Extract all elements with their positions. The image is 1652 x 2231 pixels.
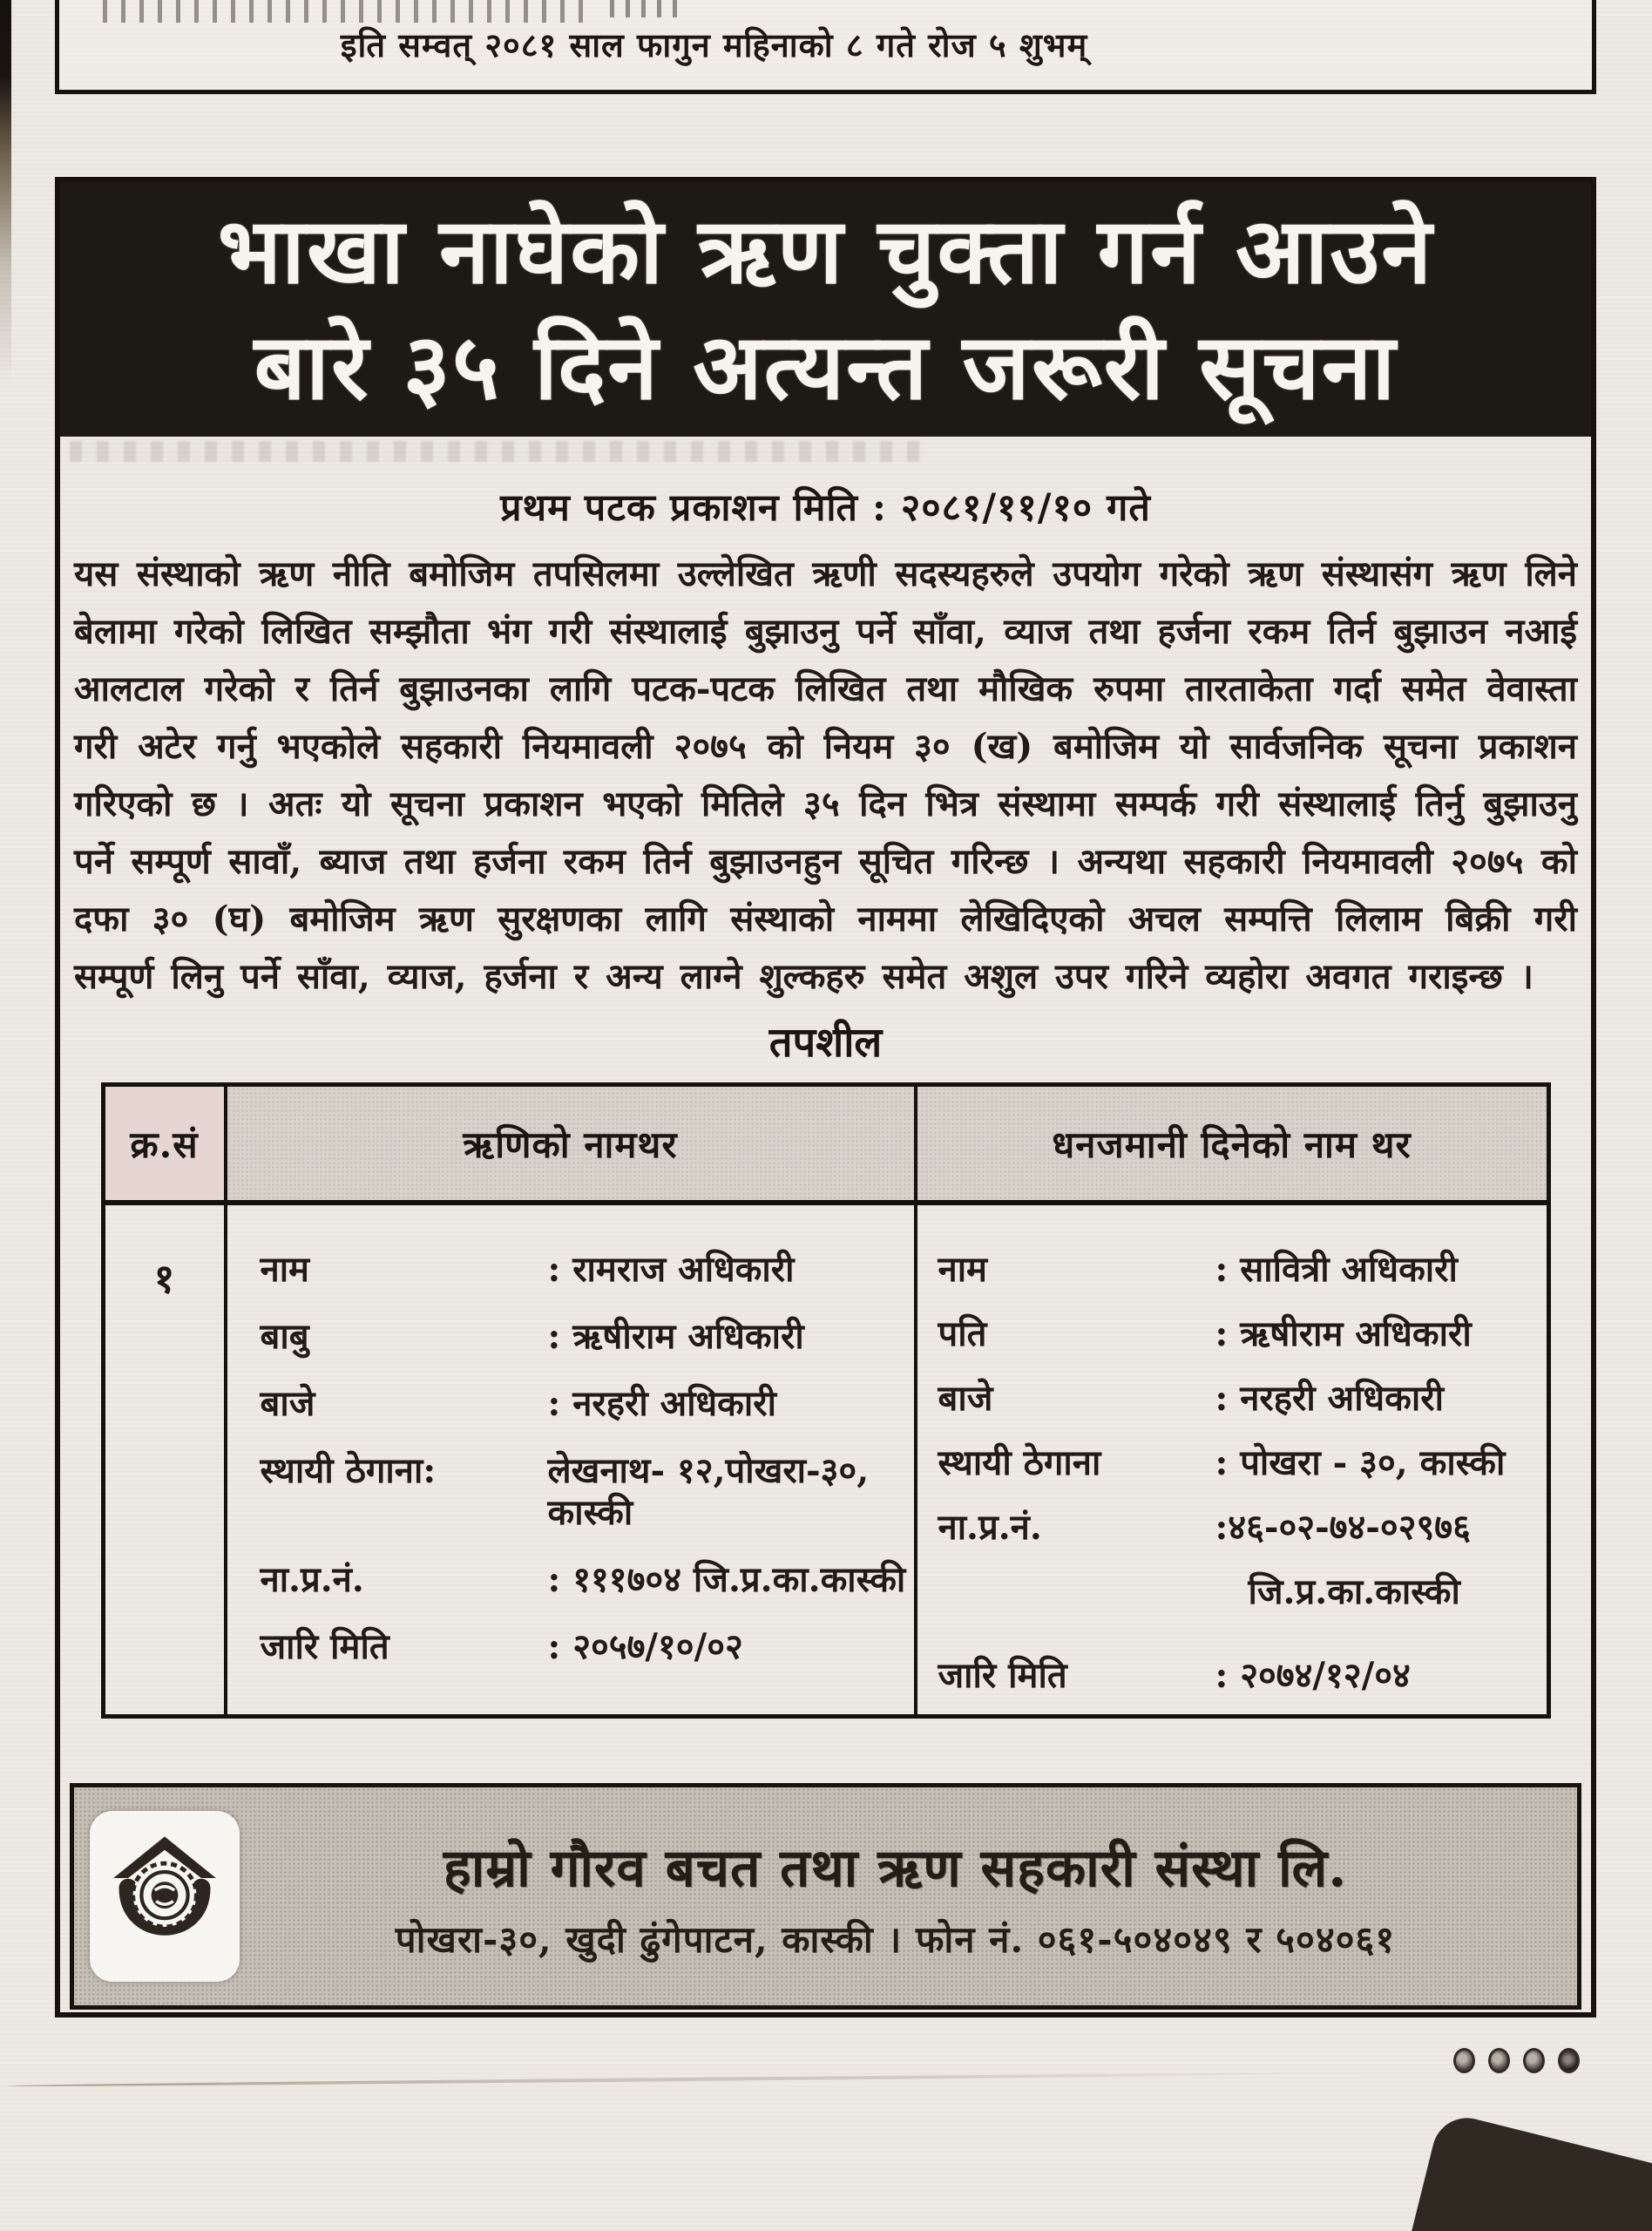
detail-row-citizenship-number — [261, 1559, 907, 1601]
details-heading: तपशील — [768, 1019, 883, 1067]
organization-logo — [90, 1811, 240, 1982]
detail-row-father — [261, 1316, 907, 1358]
print-dot — [1523, 2048, 1545, 2073]
detail-row-permanent-address — [261, 1450, 907, 1534]
field-label: जारि मिति — [260, 1626, 389, 1667]
table-header-serial-number: क्र.सं — [105, 1087, 227, 1200]
organization-name: हाम्रो गौरव बचत तथा ऋण सहकारी संस्था लि. — [443, 1837, 1348, 1899]
field-label: बाजे — [260, 1383, 315, 1424]
field-value: लेखनाथ- १२,पोखरा-३०, कास्की — [547, 1450, 870, 1533]
serial-number-cell: १ — [105, 1205, 227, 1714]
debtor-details-table — [101, 1082, 1551, 1719]
organization-footer — [70, 1783, 1581, 2010]
field-label: स्थायी ठेगाना: — [260, 1450, 437, 1491]
field-value: :४६-०२-७४-०२९७६ — [1215, 1507, 1471, 1548]
field-value: : ऋषीराम अधिकारी — [547, 1316, 804, 1357]
guarantor-details-cell — [917, 1205, 1547, 1714]
notice-box — [55, 177, 1596, 2017]
field-value: : सावित्री अधिकारी — [1215, 1249, 1458, 1290]
detail-row-permanent-address — [938, 1442, 1540, 1484]
field-value: जि.प्र.का.कास्की — [1248, 1571, 1460, 1612]
print-dot — [1488, 2048, 1510, 2073]
field-label: बाबु — [260, 1316, 309, 1357]
field-value: : नरहरी अधिकारी — [547, 1383, 776, 1424]
notice-title-line-1: भाखा नाघेको ऋण चुक्ता गर्न आउने — [217, 198, 1434, 305]
organization-text — [240, 1830, 1577, 1963]
table-header-borrower-name: ऋणिको नामथर — [227, 1087, 917, 1200]
detail-row-issue-date — [938, 1655, 1540, 1697]
organization-address-phone: पोखरा-३०, खुदी ढुंगेपाटन, कास्की । फोन नं. ०६१-५०४०४९ र ५०४०६१ — [395, 1917, 1396, 1961]
field-value: : ऋषीराम अधिकारी — [1215, 1313, 1472, 1354]
scan-crease-line — [7, 2071, 1371, 2087]
table-row — [105, 1205, 1547, 1714]
field-label: ना.प्र.नं. — [938, 1507, 1042, 1548]
field-value: : २०७४/१२/०४ — [1215, 1655, 1411, 1696]
detail-row-citizenship-number — [938, 1507, 1540, 1549]
notice-title-banner — [60, 182, 1591, 437]
house-savings-logo-icon — [104, 1827, 226, 1966]
detail-row-husband — [938, 1313, 1540, 1355]
detail-row-citizenship-office — [938, 1571, 1540, 1613]
field-value: : रामराज अधिकारी — [547, 1249, 795, 1290]
field-label: ना.प्र.नं. — [260, 1559, 364, 1600]
borrower-details-cell — [227, 1205, 917, 1714]
detail-row-name — [261, 1249, 907, 1291]
field-label — [938, 1571, 1215, 1613]
detail-row-grandfather — [261, 1383, 907, 1425]
field-value: : पोखरा - ३०, कास्की — [1215, 1442, 1506, 1483]
print-dot — [1558, 2048, 1580, 2073]
notice-title-line-2: बारे ३५ दिने अत्यन्त जरूरी सूचना — [254, 314, 1398, 420]
field-label: जारि मिति — [938, 1655, 1067, 1696]
table-header-row — [105, 1087, 1547, 1205]
field-label: बाजे — [938, 1378, 993, 1419]
field-label: पति — [938, 1313, 987, 1354]
field-value: : नरहरी अधिकारी — [1215, 1378, 1444, 1419]
field-label: नाम — [260, 1249, 309, 1290]
field-value: : १११७०४ जि.प्र.का.कास्की — [547, 1559, 906, 1600]
field-label: स्थायी ठेगाना — [938, 1442, 1101, 1483]
notice-body-paragraph: यस संस्थाको ऋण नीति बमोजिम तपसिलमा उल्लेखित ऋणी सदस्यहरुले उपयोग गरेको ऋण संस्थासंग ऋण लिने बेलामा गरेको लिखित सम्झौता भंग गरी संस्थालाई बुझाउनु पर्ने साँवा, व्याज तथा हर्जना रकम तिर्न बुझाउन नआई आलटाल गरेको र तिर्न बुझाउनका लागि पटक-पटक लिखित तथा मौखिक रुपमा तारताकेता गर्दा समेत वेवास्ता गरी अटेर गर्नु भएकोले सहकारी नियमावली २०७५ को नियम ३० (ख) बमोजिम यो सार्वजनिक सूचना प्रकाशन गरिएको छ । अतः यो सूचना प्रकाशन भएको मितिले ३५ दिन भित्र संस्थामा सम्पर्क गरी संस्थालाई तिर्नु बुझाउनु पर्ने सम्पूर्ण सावाँ, ब्याज तथा हर्जना रकम तिर्न बुझाउनहुन सूचित गरिन्छ । अन्यथा सहकारी नियमावली २०७५ को दफा ३० (घ) बमोजिम ऋण सुरक्षणका लागि संस्थाको नाममा लेखिदिएको अचल सम्पत्ति लिलाम बिक्री गरी सम्पूर्ण लिनु पर्ने साँवा, व्याज, हर्जना र अन्य लाग्ने शुल्कहरु समेत अशुल उपर गरिने व्यहोरा अवगत गराइन्छ । — [74, 553, 1577, 997]
field-label: नाम — [938, 1249, 987, 1290]
detail-row-name — [938, 1249, 1540, 1291]
print-dot — [1453, 2048, 1475, 2073]
table-header-guarantor-name: धनजमानी दिनेको नाम थर — [1052, 1122, 1412, 1166]
issue-date-line: इति सम्वत् २०८१ साल फागुन महिनाको ८ गते रोज ५ शुभम् — [340, 25, 1088, 64]
issue-date-box — [55, 0, 1596, 94]
publication-date-line: प्रथम पटक प्रकाशन मिति : २०८१/११/१० गते — [500, 486, 1151, 530]
field-value: : २०५७/१०/०२ — [547, 1626, 743, 1667]
detail-row-issue-date — [261, 1626, 907, 1668]
detail-row-grandfather — [938, 1378, 1540, 1420]
print-registration-dots — [1453, 2048, 1580, 2073]
page-corner-shadow — [1410, 2111, 1652, 2231]
